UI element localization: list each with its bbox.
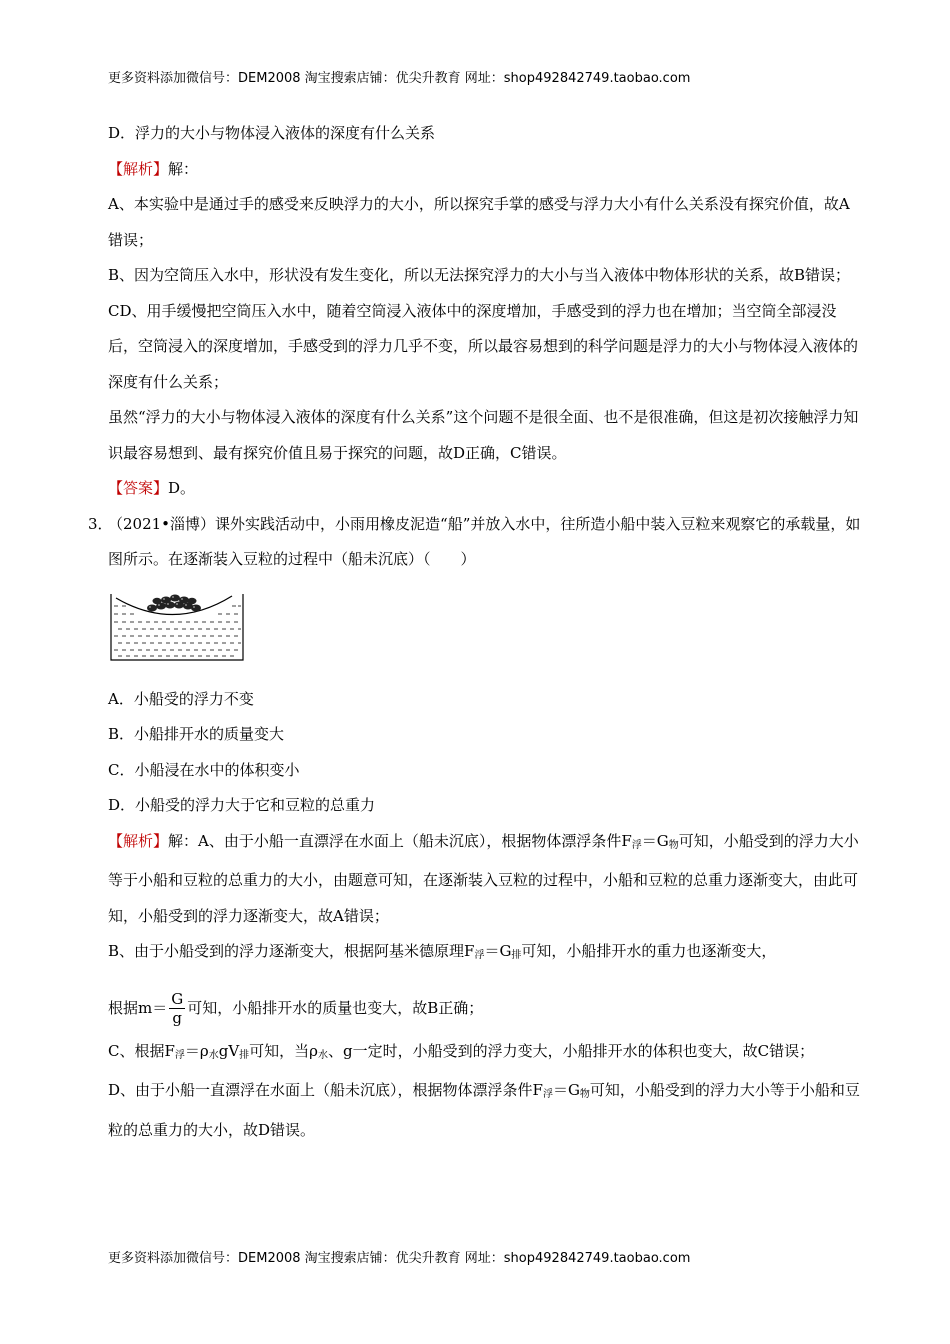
option-c: C．小船浸在水中的体积变小 [108, 760, 300, 779]
prev-option-d: D．浮力的大小与物体浸入液体的深度有什么关系 [108, 124, 436, 142]
q3-analysis-a: 【解析】解：A、由于小船一直漂浮在水面上（船未沉底），根据物体漂浮条件$F_浮=G_物$可知，小船受到的浮力大小等于小船和豆粒的总重力的大小，由题意可知，在逐渐装入豆粒的过程中，小船和豆粒的总重力逐渐变大，由此可知，小船受到的浮力逐渐变大，故A错误； [108, 831, 859, 925]
page-header: 更多资料添加微信号：DEM2008 淘宝搜索店铺：优尖升教育 网址：shop492842749.taobao.com [108, 71, 691, 86]
option-b: B．小船排开水的质量变大 [108, 725, 285, 743]
page-footer: 更多资料添加微信号：DEM2008 淘宝搜索店铺：优尖升教育 网址：shop492842749.taobao.com [108, 1251, 691, 1266]
boat-figure [108, 578, 864, 682]
boat-in-water-diagram [110, 592, 244, 662]
q3-analysis-c: C、根据$F_浮=\rho_水gV_排$可知，当$\rho_水$、g一定时，小船受到的浮力变大，小船排开水的体积也变大，故C错误； [108, 1041, 815, 1061]
option-d: D．小船受的浮力大于它和豆粒的总重力 [108, 796, 376, 814]
q3-analysis-d: D、由于小船一直漂浮在水面上（船未沉底），根据物体漂浮条件$F_浮=G_物$可知，小船受到的浮力大小等于小船和豆粒的总重力的大小，故D错误。 [108, 1081, 860, 1139]
document-body [88, 116, 864, 1148]
prev-analysis-heading [108, 152, 864, 188]
option-a: A．小船受的浮力不变 [108, 689, 254, 708]
q3-analysis-b: B、由于小船受到的浮力逐渐变大，根据阿基米德原理$F_浮=G_排$可知，小船排开水的重力也逐渐变大， [108, 942, 777, 961]
analysis-tag: 【解析】 [108, 159, 169, 178]
question-stem-text: （2021•淄博）课外实践活动中，小雨用橡皮泥造“船”并放入水中，往所造小船中装入豆粒来观察它的承载量，如图所示。在逐渐装入豆粒的过程中（船未沉底）（ ） [108, 514, 861, 568]
prev-answer [108, 471, 864, 507]
prev-analysis-a: A、本实验中是通过手的感受来反映浮力的大小，所以探究手掌的感受与浮力大小有什么关系没有探究价值，故A错误； [108, 195, 850, 249]
analysis-lead: 解： [168, 159, 199, 178]
q3-analysis-b-mass: 根据m＝ $\frac{G}{g}$ 可知，小船排开水的质量也变大，故B正确； [108, 990, 484, 1027]
analysis-tag: 【解析】 [108, 831, 169, 850]
mass-fraction: $\frac{G}{g}$ [171, 990, 184, 1027]
prev-analysis-cd: CD、用手缓慢把空筒压入水中，随着空筒浸入液体中的深度增加，手感受到的浮力也在增加；当空筒全部浸没后，空筒浸入的深度增加，手感受到的浮力几乎不变，所以最容易想到的科学问题是浮力的大小与物体浸入液体的深度有什么关系； [108, 301, 859, 391]
prev-analysis-note: 虽然“浮力的大小与物体浸入液体的深度有什么关系”这个问题不是很全面、也不是很准确，但这是初次接触浮力知识最容易想到、最有探究价值且易于探究的问题，故D正确，C错误。 [108, 408, 859, 462]
question-3-stem [88, 507, 864, 578]
answer-value: D。 [168, 479, 196, 497]
question-number: 3． [88, 514, 113, 533]
answer-tag: 【答案】 [108, 479, 169, 497]
prev-analysis-b: B、因为空筒压入水中，形状没有发生变化，所以无法探究浮力的大小与当入液体中物体形状的关系，故B错误； [108, 266, 851, 284]
